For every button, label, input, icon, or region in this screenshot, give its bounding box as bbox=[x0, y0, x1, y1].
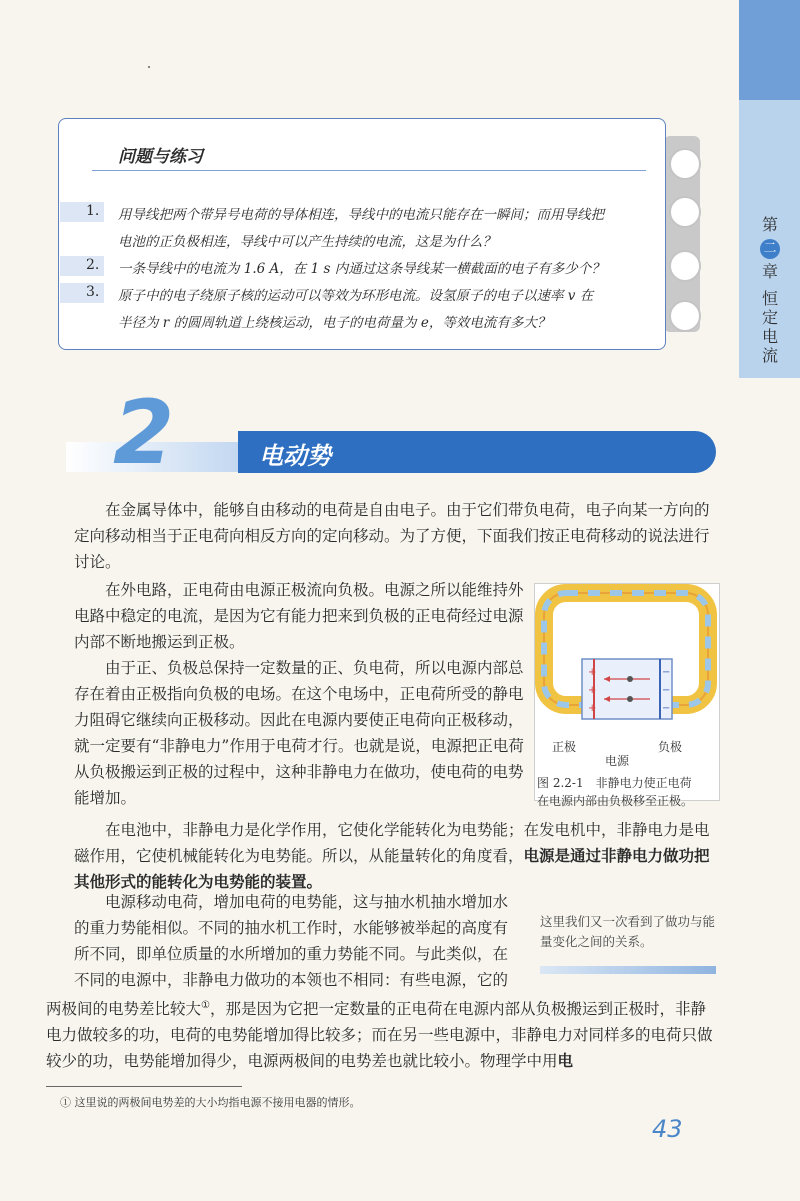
chapter-char-1: 第 bbox=[761, 215, 778, 234]
paragraph-6-bold: 电 bbox=[557, 1051, 574, 1071]
paragraph-4-key-sentence: 电源是通过非静电力做功把其他形式的能转化为电势能的装置。 bbox=[74, 846, 710, 891]
paragraph-1: 在金属导体中，能够自由移动的电荷是自由电子。由于它们带负电荷，电子向某一方向的定向移动相当于正电荷向相反方向的定向移动。为了方便，下面我们按正电荷移动的说法进行讨论。 bbox=[74, 501, 710, 571]
chapter-title: 恒定电流 bbox=[762, 289, 779, 365]
figure-label-negative: 负极 bbox=[658, 740, 683, 754]
section-title: 电动势 bbox=[259, 441, 331, 470]
exercise-number: 1. bbox=[86, 203, 100, 219]
exercise-text: 用导线把两个带异号电荷的导体相连，导线中的电流只能存在一瞬间；而用导线把 bbox=[118, 207, 604, 223]
paragraph-6-text-b: ，那是因为它把一定数量的正电荷在电源内部从负极搬运到正极时，非静电力做较多的功，电荷的电势能增加得比较多；而在另一些电源中，非静电力对同样多的电荷只做较少的功，电势能增加得少，电源两极间的电势差也就比较小。物理学中用 bbox=[46, 1000, 713, 1071]
binder-ring-icon bbox=[669, 148, 701, 180]
chapter-number: 二 bbox=[760, 239, 780, 259]
margin-note-bar bbox=[540, 966, 716, 974]
figure-caption-line-2: 在电源内部由负极移至正极。 bbox=[537, 794, 694, 808]
paragraph-4 bbox=[74, 817, 720, 895]
exercise-text: 原子中的电子绕原子核的运动可以等效为环形电流。设氢原子的电子以速率 v 在 bbox=[118, 288, 594, 304]
paragraph-2: 在外电路，正电荷由电源正极流向负极。电源之所以能维持外电路中稳定的电流，是因为它有能力把来到负极的正电荷经过电源内部不断地搬运到正极。 bbox=[74, 581, 524, 651]
exercise-title: 问题与练习 bbox=[118, 147, 203, 167]
footnote-rule bbox=[46, 1086, 242, 1087]
figure-caption-line-1: 图 2.2-1 非静电力使正电荷 bbox=[537, 776, 692, 790]
margin-note: 这里我们又一次看到了做功与能量变化之间的关系。 bbox=[540, 914, 716, 949]
chapter-tab-text bbox=[746, 215, 794, 365]
chapter-char-2: 章 bbox=[761, 262, 778, 281]
paragraph-5: 电源移动电荷，增加电荷的电势能，这与抽水机抽水增加水的重力势能相似。不同的抽水机工作时，水能够被举起的高度有所不同，即单位质量的水所增加的重力势能不同。与此类似，在不同的电源中，非静电力做功的本领也不相同：有些电源，它的 bbox=[74, 893, 509, 989]
svg-text:−: − bbox=[662, 703, 671, 714]
exercise-number: 3. bbox=[86, 284, 100, 300]
figure-caption bbox=[537, 774, 715, 810]
speck bbox=[148, 66, 150, 68]
svg-text:−: − bbox=[662, 685, 671, 696]
paragraph-3: 由于正、负极总保持一定数量的正、负电荷，所以电源内部总存在着由正极指向负极的电场。在这个电场中，正电荷所受的静电力阻碍它继续向正极移动。因此在电源内要使正电荷向正极移动，就一定要有“非静电力”作用于电荷才行。也就是说，电源把正电荷从负极搬运到正极的过程中，这种非静电力在做功，使电荷的电势能增加。 bbox=[74, 659, 524, 807]
section-number: 2 bbox=[113, 381, 175, 484]
exercise-title-rule bbox=[92, 170, 646, 171]
figure-label-source: 电源 bbox=[605, 754, 630, 768]
exercise-text: 电池的正负极相连，导线中可以产生持续的电流，这是为什么？ bbox=[118, 234, 496, 250]
figure-label-positive: 正极 bbox=[552, 740, 577, 754]
paragraph-6-text-a: 两极间的电势差比较大 bbox=[46, 1000, 202, 1019]
paragraph-6 bbox=[46, 993, 720, 1074]
paragraph-4-text: 在电池中，非静电力是化学作用，它使化学能转化为电势能；在发电机中，非静电力是电磁作用，它使机械能转化为电势能。所以，从能量转化的角度看， bbox=[74, 821, 710, 865]
svg-text:+: + bbox=[588, 685, 597, 696]
page-number: 43 bbox=[652, 1115, 683, 1143]
binder-ring-icon bbox=[669, 300, 701, 332]
exercise-number: 2. bbox=[86, 257, 100, 273]
svg-text:+: + bbox=[588, 703, 597, 714]
footnote-ref[interactable]: ① bbox=[201, 1000, 210, 1011]
svg-text:+: + bbox=[588, 667, 597, 678]
svg-text:−: − bbox=[662, 667, 671, 678]
binder-ring-icon bbox=[669, 250, 701, 282]
chapter-tab-top bbox=[739, 0, 800, 100]
footnote: ① 这里说的两极间电势差的大小均指电源不接用电器的情形。 bbox=[60, 1096, 361, 1109]
exercise-text: 半径为 r 的圆周轨道上绕核运动，电子的电荷量为 e，等效电流有多大？ bbox=[118, 315, 551, 331]
binder-ring-icon bbox=[669, 196, 701, 228]
exercise-text: 一条导线中的电流为 1.6 A，在 1 s 内通过这条导线某一横截面的电子有多少个？ bbox=[118, 261, 605, 277]
